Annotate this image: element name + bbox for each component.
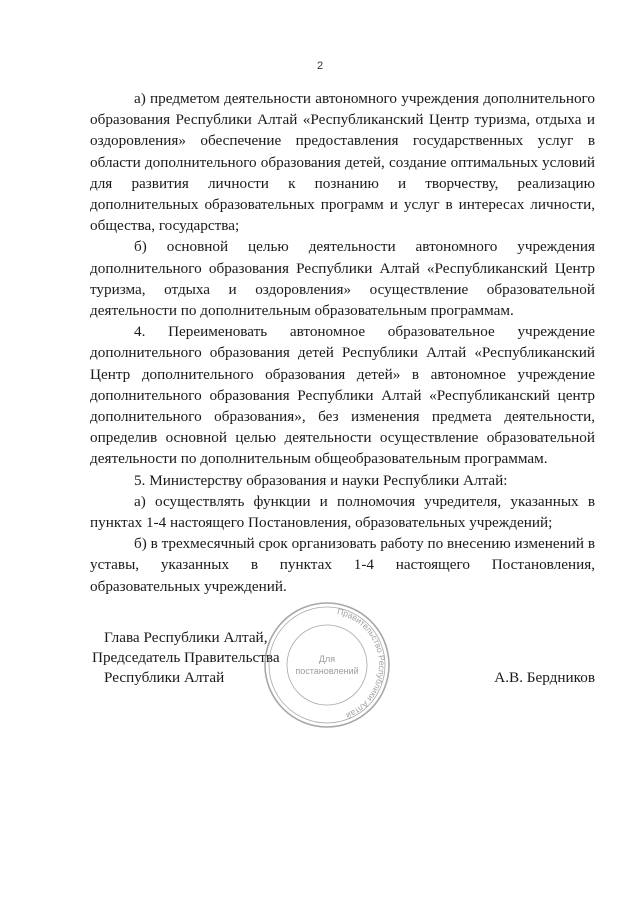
paragraph-5: 5. Министерству образования и науки Республики Алтай: (134, 471, 508, 489)
paragraph-3a: а) предметом деятельности автономного учреждения дополнительного образования Республики Алтай «Республиканский Центр туризма, отдыха и оздоровления» обеспечение предоставления государственных услуг в области дополнительного образования детей, создание оптимальных условий для развития личности к познанию и творчеству, реализацию дополнительных образовательных программ и услуг в интересах личности, общества, государства; (90, 90, 595, 235)
paragraph-5b: б) в трехмесячный срок организовать работу по внесению изменений в уставы, указанных в пунктах 1-4 настоящего Постановления, образовательных учреждений. (90, 535, 595, 595)
paragraph-3b: б) основной целью деятельности автономного учреждения дополнительного образования Республики Алтай «Республиканский Центр туризма, отдыха и оздоровления» осуществление образовательной деятельности по дополнительным образовательным программам. (90, 238, 595, 320)
paragraph-5a: а) осуществлять функции и полномочия учредителя, указанных в пунктах 1-4 настоящего Постановления, образовательных учреждений; (90, 492, 595, 532)
seal-inner-ring (287, 625, 367, 705)
seal-center-line-2: постановлений (295, 666, 359, 676)
signatory-title-line-1: Глава Республики Алтай, (104, 629, 268, 646)
signatory-title-line-2: Председатель Правительства (92, 649, 280, 666)
paragraph-4: 4. Переименовать автономное образовательное учреждение дополнительного образования детей Республики Алтай «Республиканский Центр дополнительного образования детей» в автономное учреждение дополнительного образования Республики Алтай «Республиканский центр дополнительного образования», без изменения предмета деятельности, определив основной целью деятельности осуществление образовательной деятельности по дополнительным общеобразовательным программам. (90, 323, 595, 468)
seal-center-line-1: Для (318, 654, 336, 664)
svg-text:Правительство Республики Алтай (336, 606, 387, 721)
document-body (90, 88, 595, 597)
page-number: 2 (316, 60, 324, 72)
signatory-name: А.В. Бердников (494, 669, 595, 686)
seal-outer-text: Правительство Республики Алтай (336, 606, 388, 722)
seal-outer-ring (265, 603, 389, 727)
signatory-title-line-3: Республики Алтай (104, 669, 225, 686)
official-seal-stamp (262, 600, 392, 730)
